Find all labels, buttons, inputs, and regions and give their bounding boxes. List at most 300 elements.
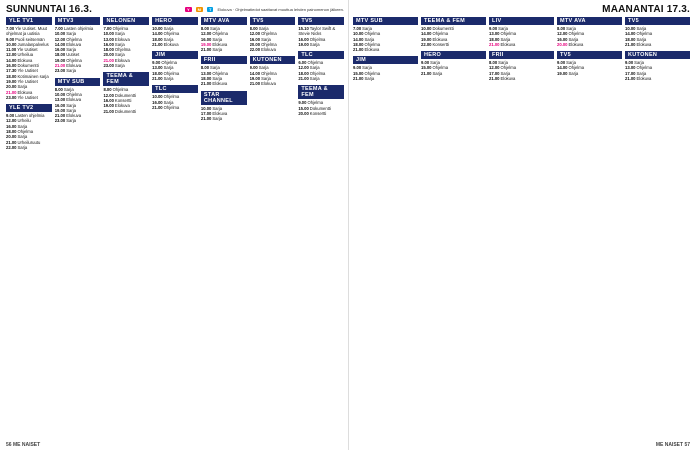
program-time: 21.00	[103, 57, 114, 63]
channel-name: TV5	[625, 17, 690, 25]
channel-name: STAR CHANNEL	[201, 91, 247, 105]
program-title: Ohjelma	[114, 47, 131, 53]
program-title: Ohjelma	[212, 70, 228, 76]
program-title: Ohjelma	[212, 31, 228, 37]
program-title: Elokuva	[261, 47, 276, 53]
program-time: 21.00	[489, 76, 500, 82]
program-title: Elokuva	[17, 57, 33, 63]
program-title: Urheilua	[17, 52, 34, 58]
left-footer	[6, 442, 40, 448]
program-title: Elokuva	[500, 41, 516, 47]
channel-block	[103, 72, 149, 113]
program-item	[489, 76, 554, 81]
left-page-number: 56	[6, 442, 12, 448]
program-time: 18.00	[489, 36, 500, 42]
program-title: Sarja	[63, 86, 74, 92]
program-time: 20.00	[249, 41, 261, 47]
program-title: Sarja	[114, 41, 125, 47]
program-time: 21.00	[249, 81, 261, 87]
program-title: Ohjelma	[568, 65, 585, 71]
program-title: Yle Uutiset	[17, 78, 38, 84]
program-time: 9.00	[6, 36, 15, 42]
program-time: 8.00	[54, 86, 63, 92]
program-title: Yle Uutiset	[17, 94, 38, 100]
listing-column	[201, 17, 247, 443]
program-time: 19.00	[54, 107, 66, 113]
program-title: Ohjelma	[17, 129, 34, 135]
program-time: 21.00	[200, 47, 212, 53]
program-title: Elokuva	[364, 47, 380, 53]
program-title: Sarja	[258, 65, 269, 71]
channel-block	[250, 17, 296, 52]
program-time: 16.00	[200, 36, 212, 42]
program-title: Dokumentti	[309, 105, 331, 111]
program-time: 12.00	[6, 118, 17, 124]
program-time: 21.00	[353, 47, 364, 53]
channel-block	[201, 56, 247, 86]
program-time: 12.00	[54, 36, 66, 42]
program-time: 19.00	[6, 78, 17, 84]
program-time: 17.00	[625, 70, 636, 76]
program-item	[353, 47, 418, 52]
program-time: 8.00	[489, 60, 498, 66]
program-time: 18.00	[54, 52, 66, 58]
left-magazine-name: ME NAISET	[12, 442, 41, 448]
program-time: 22.00	[421, 41, 432, 47]
program-title: Sarja	[212, 47, 223, 53]
program-item	[557, 71, 622, 76]
program-item	[6, 26, 52, 37]
program-title: Lasten ohjelmia	[15, 113, 45, 119]
program-time: 10.00	[54, 31, 66, 37]
program-time: 18.00	[298, 70, 309, 76]
program-title: Konsertti	[309, 110, 327, 116]
right-page-number: 57	[684, 442, 690, 448]
left-day-title: SUNNUNTAI 16.3.	[6, 3, 93, 15]
program-title: Elokuva	[163, 41, 179, 47]
channel-block	[298, 51, 344, 81]
listing-column	[557, 17, 622, 443]
program-title: Sarja	[362, 65, 372, 71]
program-item	[55, 118, 101, 123]
program-time: 18.00	[152, 70, 163, 76]
channel-name: MTV SUB	[353, 17, 418, 25]
channel-block	[489, 17, 554, 47]
listing-column	[6, 17, 52, 443]
program-title: Sarja	[17, 123, 28, 129]
program-time: 12.00	[249, 31, 261, 37]
channel-name: JIM	[353, 56, 418, 64]
channel-name: JIM	[152, 51, 198, 59]
channel-block	[298, 85, 344, 116]
program-item	[250, 47, 296, 52]
program-item	[250, 81, 296, 86]
program-title: Sarja	[568, 36, 579, 42]
channel-name: HERO	[152, 17, 198, 25]
program-time: 13.00	[152, 65, 163, 71]
program-time: 16.00	[54, 47, 66, 53]
program-title: Sarja	[261, 76, 271, 82]
program-time: 20.00	[103, 52, 114, 58]
program-time: 21.00	[152, 41, 163, 47]
right-footer	[656, 442, 690, 448]
program-item	[298, 26, 344, 37]
program-title: Sarja	[212, 76, 223, 82]
channel-block	[55, 17, 101, 74]
program-item	[55, 68, 101, 73]
channel-block	[489, 51, 554, 81]
program-time: 19.00	[557, 70, 568, 76]
program-time: 8.00	[249, 26, 258, 31]
program-title: Sarja	[309, 65, 320, 71]
channel-name: KUTONEN	[625, 51, 690, 59]
right-day-title: MAANANTAI 17.3.	[602, 3, 690, 15]
legend-y: Y	[187, 6, 190, 12]
channel-block	[201, 91, 247, 122]
program-title: Ohjelma	[66, 57, 82, 63]
channel-block	[421, 17, 486, 47]
program-time: 21.00	[152, 76, 163, 82]
program-time: 10.00	[152, 94, 163, 100]
program-title: Sarja	[498, 26, 508, 31]
program-title: Yle Uutiset. Muut ohjelmat ja uutisia	[6, 26, 48, 37]
program-time: 23.00	[6, 94, 17, 100]
channel-block	[152, 51, 198, 81]
program-title: Sarja	[66, 47, 76, 53]
program-time: 16.00	[103, 97, 114, 103]
program-title: Sarja	[364, 36, 375, 42]
program-title: Lasten ohjelmia	[63, 26, 94, 31]
program-time: 14.00	[353, 36, 364, 42]
program-title: Ohjelma	[636, 65, 653, 71]
right-magazine-name: ME NAISET	[655, 442, 684, 448]
program-title: Sarja	[309, 76, 320, 82]
legend-t: T	[209, 6, 212, 12]
program-title: Ohjelma	[66, 91, 82, 97]
program-time: 9.00	[6, 113, 15, 119]
program-title: Sarja	[210, 65, 220, 71]
program-time: 10.00	[200, 105, 212, 111]
program-time: 15.00	[298, 105, 309, 111]
program-title: Elokuva	[212, 41, 228, 47]
program-time: 9.00	[557, 60, 566, 66]
program-title: Ohjelma	[66, 36, 82, 42]
program-time: 16.00	[54, 102, 66, 108]
program-title: Elokuva	[432, 36, 448, 42]
program-title: Elokuva	[66, 63, 82, 69]
program-title: Ohjelma	[163, 70, 180, 76]
channel-block	[103, 17, 149, 68]
channel-block	[201, 17, 247, 52]
program-time: 12.00	[298, 65, 309, 71]
program-title: Urheiluruutu	[17, 139, 41, 145]
program-title: Ohjelma	[112, 26, 129, 31]
program-title: Dokumentti	[17, 63, 39, 69]
channel-name: FRII	[489, 51, 554, 59]
program-time: 10.00	[152, 26, 163, 31]
program-time: 13.00	[103, 36, 114, 42]
channel-name: TV5	[557, 51, 622, 59]
channel-name: TEEMA & FEM	[103, 72, 149, 86]
program-title: Elokuva	[568, 41, 584, 47]
program-time: 22.00	[249, 47, 261, 53]
program-title: Sarja	[163, 65, 174, 71]
channel-block	[152, 17, 198, 47]
program-time: 9.00	[421, 60, 430, 66]
program-title: Sarja	[66, 102, 76, 108]
left-day-header	[6, 3, 344, 15]
listing-column	[421, 17, 486, 443]
listing-column	[298, 17, 344, 443]
program-time: 13.00	[489, 31, 500, 37]
program-title: Sarja	[17, 134, 28, 140]
program-title: Ohjelma	[163, 94, 180, 100]
program-title: Elokuva	[66, 97, 82, 103]
program-time: 10.00	[6, 41, 17, 47]
program-time: 9.00	[625, 60, 634, 66]
program-title: Puoli seitsemän	[15, 36, 45, 42]
program-time: 19.00	[298, 41, 309, 47]
program-time: 20.00	[557, 41, 568, 47]
program-title: Sarja	[636, 36, 647, 42]
channel-name: NELONEN	[103, 17, 149, 25]
program-title: Sarja	[364, 76, 375, 82]
program-title: Sarja	[66, 118, 76, 124]
program-time: 18.00	[103, 47, 114, 53]
program-title: Elokuva	[17, 89, 33, 95]
listing-column	[489, 17, 554, 443]
program-title: Ohjelma	[500, 65, 517, 71]
program-time: 15.10	[298, 26, 309, 31]
program-title: Ohjelma	[500, 31, 517, 37]
right-columns	[353, 17, 690, 443]
program-time: 19.00	[54, 57, 66, 63]
program-title: Taylor Swift & Stevie Nicks	[298, 26, 336, 37]
program-title: Sarja	[163, 76, 174, 82]
program-title: Sarja	[66, 107, 76, 113]
program-title: Sarja	[114, 52, 125, 58]
program-time: 12.00	[6, 52, 17, 58]
legend-m: M	[197, 6, 202, 12]
program-time: 18.00	[152, 36, 163, 42]
right-page	[348, 0, 696, 450]
program-title: Ohjelma	[163, 104, 180, 110]
program-title: Sarja	[17, 84, 28, 90]
program-title: Sarja	[66, 68, 76, 74]
program-item	[625, 76, 690, 81]
program-title: Sarja	[498, 60, 508, 66]
program-title: Sarja	[566, 26, 576, 31]
program-title: Sarja	[566, 60, 576, 66]
program-title: Sarja	[261, 36, 271, 42]
program-time: 16.00	[6, 123, 17, 129]
program-title: Elokuva	[114, 57, 130, 63]
program-title: Ohjelma	[261, 31, 277, 37]
program-title: Sarja	[212, 116, 223, 122]
program-title: Sarja	[634, 60, 644, 66]
channel-name: MTV AVA	[557, 17, 622, 25]
program-title: Elokuva	[261, 81, 276, 87]
channel-name: TLC	[298, 51, 344, 59]
channel-block	[6, 17, 52, 100]
program-item	[103, 63, 149, 68]
program-title: Ohjelma	[261, 41, 277, 47]
program-time: 6.00	[298, 60, 307, 66]
program-time: 16.00	[6, 63, 17, 69]
program-time: 12.00	[489, 65, 500, 71]
program-title: Konsertti	[114, 97, 132, 103]
program-time: 18.00	[625, 36, 636, 42]
program-time: 15.00	[421, 65, 432, 71]
program-time: 23.00	[54, 68, 66, 74]
channel-block	[55, 78, 101, 124]
program-time: 14.00	[249, 70, 261, 76]
program-title: Yle Uutiset	[17, 68, 38, 74]
program-time: 10.00	[54, 91, 66, 97]
program-time: 16.00	[103, 41, 114, 47]
program-title: Ohjelma	[112, 87, 129, 93]
program-time: 14.00	[557, 65, 568, 71]
legend	[185, 7, 344, 12]
program-title: Jumalanpalvelus	[17, 41, 49, 47]
program-title: Yle Uutiset	[17, 47, 38, 53]
program-time: 21.00	[353, 76, 364, 82]
program-time: 13.00	[54, 97, 66, 103]
program-item	[152, 76, 198, 81]
program-time: 9.00	[489, 26, 498, 31]
program-title: Ohjelma	[163, 31, 180, 37]
program-time: 21.00	[54, 113, 66, 119]
program-time: 18.00	[6, 73, 17, 79]
program-time: 17.00	[200, 110, 212, 116]
program-time: 7.00	[54, 26, 63, 31]
program-title: Konsertti	[432, 41, 450, 47]
channel-name: MTV AVA	[201, 17, 247, 25]
program-time: 16.00	[152, 99, 163, 105]
program-item	[201, 81, 247, 86]
listing-column	[55, 17, 101, 443]
program-title: Sarja	[430, 60, 440, 66]
program-title: Ohjelma	[364, 70, 381, 76]
program-item	[298, 111, 344, 116]
listing-column	[152, 17, 198, 443]
program-title: Elokuva	[114, 103, 130, 109]
program-time: 23.00	[54, 118, 66, 124]
program-title: Ohjelma	[307, 60, 324, 66]
program-title: Sarja	[17, 144, 28, 150]
program-time: 7.00	[6, 26, 15, 31]
right-day-header	[353, 3, 690, 15]
program-title: Sarja	[432, 70, 443, 76]
channel-name: MTV SUB	[55, 78, 101, 86]
program-time: 10.00	[103, 31, 114, 37]
program-title: Ohjelma	[309, 36, 326, 42]
program-time: 19.00	[249, 76, 261, 82]
program-title: Uutiset	[66, 52, 80, 58]
program-item	[103, 109, 149, 114]
program-item	[6, 145, 52, 150]
program-title: Sarja	[66, 31, 76, 37]
channel-name: HERO	[421, 51, 486, 59]
program-title: Sarja	[114, 31, 125, 37]
program-title: Ohjelma	[307, 100, 324, 106]
program-time: 9.00	[249, 65, 258, 71]
program-time: 13.00	[625, 65, 636, 71]
program-title: Sarja	[163, 26, 174, 31]
program-time: 20.00	[298, 110, 309, 116]
program-title: Sarja	[636, 70, 647, 76]
program-item	[421, 71, 486, 76]
program-time: 8.00	[557, 26, 566, 31]
program-title: Ohjelma	[261, 70, 277, 76]
program-time: 10.00	[625, 26, 636, 31]
legend-text: Elokuva · Ohjelmatiedot saattavat muuttua lehden painomenon jälkeen.	[217, 6, 344, 12]
listing-column	[103, 17, 149, 443]
program-title: Sarja	[309, 41, 320, 47]
channel-block	[625, 17, 690, 47]
program-time: 8.00	[200, 26, 210, 31]
program-time: 10.00	[353, 31, 364, 37]
program-time: 21.00	[298, 76, 309, 82]
program-item	[6, 95, 52, 100]
program-time: 21.00	[200, 81, 212, 87]
program-item	[557, 42, 622, 47]
program-time: 21.00	[54, 63, 66, 69]
program-title: Ohjelma	[364, 31, 381, 37]
program-title: Sarja	[258, 26, 269, 31]
channel-block	[353, 56, 418, 81]
program-time: 20.00	[6, 134, 17, 140]
program-time: 17.30	[6, 68, 17, 74]
program-time: 21.00	[6, 139, 17, 145]
program-item	[353, 76, 418, 81]
program-item	[625, 42, 690, 47]
program-time: 21.00	[421, 70, 432, 76]
program-item	[298, 42, 344, 47]
channel-block	[557, 51, 622, 76]
program-time: 8.00	[200, 65, 210, 71]
program-time: 23.00	[103, 63, 114, 69]
program-time: 14.00	[152, 31, 163, 37]
program-item	[201, 116, 247, 121]
program-time: 20.00	[6, 84, 17, 90]
program-time: 16.00	[557, 36, 568, 42]
program-title: Elokuva	[500, 76, 516, 82]
program-title: Kotimainen sarja	[17, 73, 49, 79]
program-title: Elokuva	[636, 76, 652, 82]
program-time: 9.00	[353, 65, 362, 71]
program-time: 9.00	[298, 100, 307, 106]
program-time: 21.00	[200, 116, 212, 122]
program-time: 8.00	[103, 87, 112, 93]
program-title: Sarja	[636, 26, 647, 31]
program-time: 21.00	[625, 41, 636, 47]
program-title: Ohjelma	[309, 70, 326, 76]
program-title: Elokuva	[66, 41, 82, 47]
program-time: 22.00	[6, 144, 17, 150]
program-item	[152, 42, 198, 47]
program-time: 15.00	[353, 70, 364, 76]
program-item	[152, 105, 198, 110]
program-title: Ohjelma	[432, 31, 449, 37]
program-title: Ohjelma	[432, 65, 449, 71]
program-title: Urheilu	[17, 118, 31, 124]
program-time: 19.00	[421, 36, 432, 42]
program-title: Elokuva	[114, 36, 130, 42]
program-title: Dokumentti	[432, 26, 454, 31]
program-time: 14.00	[625, 31, 636, 37]
program-time: 14.00	[6, 57, 17, 63]
